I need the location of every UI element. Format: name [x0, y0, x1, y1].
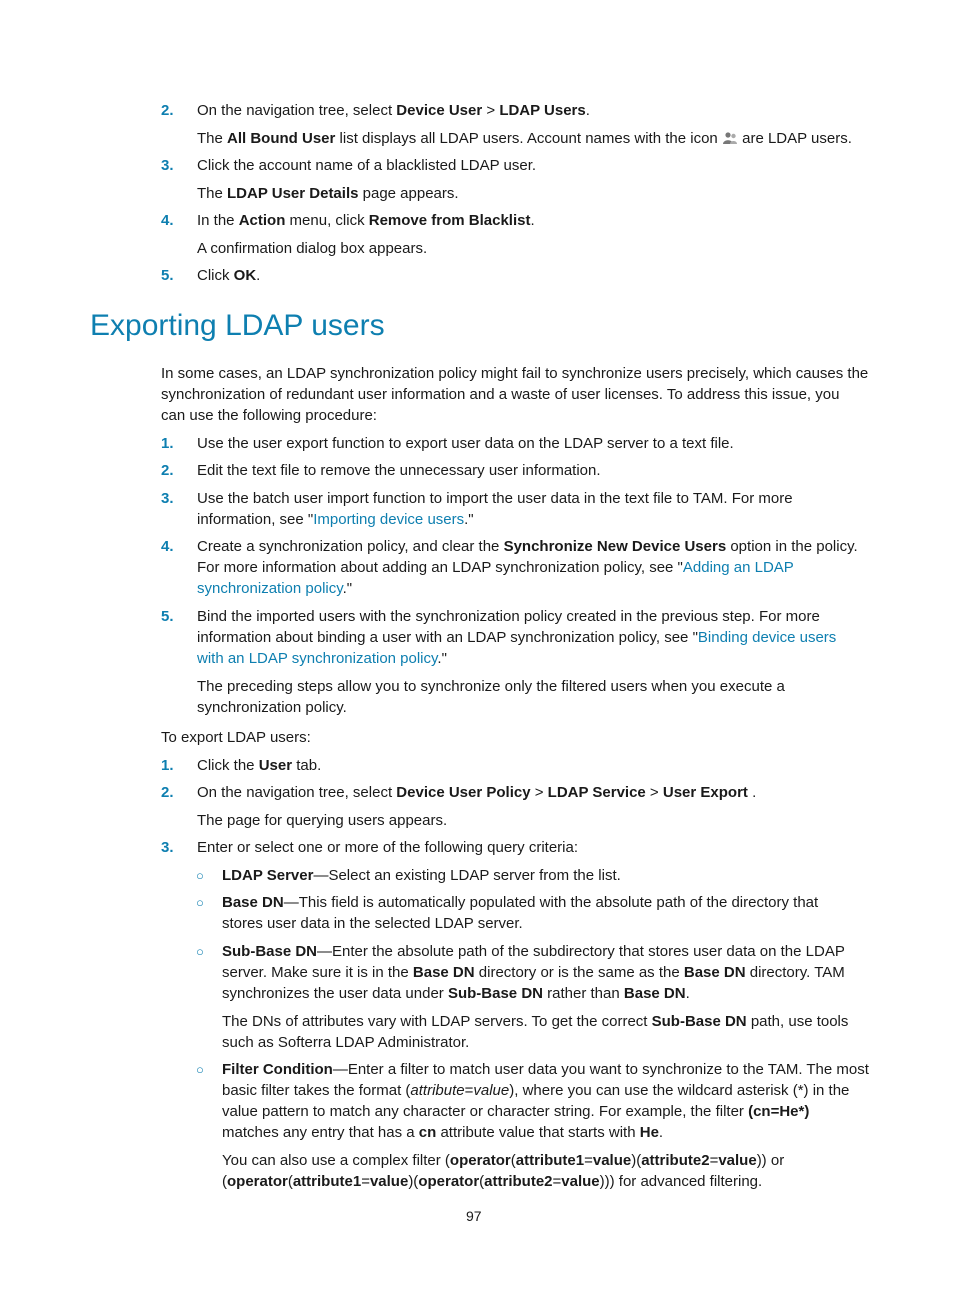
page-number: 97: [466, 1208, 482, 1224]
step-text: In the Action menu, click Remove from Blacklist.: [197, 212, 535, 229]
step-number: 4.: [161, 212, 174, 229]
step-text: information about binding a user with an LDAP synchronization policy, see "Binding device users: [197, 629, 837, 646]
step-number: 2.: [161, 462, 174, 479]
step-text: Create a synchronization policy, and clear the Synchronize New Device Users option in the policy.: [197, 538, 858, 555]
criteria-base-dn: stores user data in the selected LDAP server.: [222, 915, 523, 932]
step-text: Use the batch user import function to import the user data in the text file to TAM. For more: [197, 490, 793, 507]
step-note: A confirmation dialog box appears.: [197, 240, 428, 257]
criteria-sub-base-dn: server. Make sure it is in the Base DN directory or is the same as the Base DN directory. TAM: [222, 964, 845, 981]
criteria-note: such as Softerra LDAP Administrator.: [222, 1034, 470, 1051]
criteria-ldap-server: LDAP Server—Select an existing LDAP server from the list.: [222, 867, 621, 884]
bullet-icon: ○: [196, 1062, 204, 1077]
step-note: The All Bound User list displays all LDAP users. Account names with the icon are LDAP users.: [197, 130, 852, 147]
step-number: 3.: [161, 839, 174, 856]
step-text: with an LDAP synchronization policy.": [197, 650, 447, 667]
section-heading: Exporting LDAP users: [90, 309, 385, 342]
step-number: 1.: [161, 757, 174, 774]
step-text: Edit the text file to remove the unnecessary user information.: [197, 462, 601, 479]
step-text: On the navigation tree, select Device User > LDAP Users.: [197, 102, 590, 119]
step-number: 4.: [161, 538, 174, 555]
criteria-note: You can also use a complex filter (operator(attribute1=value)(attribute2=value)) or: [222, 1152, 785, 1169]
step-text: synchronization policy.": [197, 580, 353, 597]
step-number: 2.: [161, 784, 174, 801]
step-text: Click the account name of a blacklisted LDAP user.: [197, 157, 537, 174]
bullet-icon: ○: [196, 944, 204, 959]
export-intro: To export LDAP users:: [161, 729, 311, 746]
criteria-note: (operator(attribute1=value)(operator(attribute2=value))) for advanced filtering.: [222, 1173, 763, 1190]
criteria-filter: matches any entry that has a cn attribute value that starts with He.: [222, 1124, 664, 1141]
step-note: synchronization policy.: [197, 699, 347, 716]
criteria-base-dn: Base DN—This field is automatically populated with the absolute path of the directory that: [222, 894, 819, 911]
criteria-note: The DNs of attributes vary with LDAP servers. To get the correct Sub-Base DN path, use tools: [222, 1013, 849, 1030]
criteria-filter: basic filter takes the format (attribute=value), where you can use the wildcard asterisk (*) in the: [222, 1082, 850, 1099]
intro-line: In some cases, an LDAP synchronization policy might fail to synchronize users precisely, which causes the: [161, 365, 869, 382]
step-text: Bind the imported users with the synchronization policy created in the previous step. For more: [197, 608, 820, 625]
link-importing-device-users[interactable]: Importing device users: [313, 511, 465, 528]
step-text: Click the User tab.: [197, 757, 322, 774]
step-note: The page for querying users appears.: [197, 812, 448, 829]
criteria-sub-base-dn: Sub-Base DN—Enter the absolute path of the subdirectory that stores user data on the LDAP: [222, 943, 845, 960]
step-text: Enter or select one or more of the following query criteria:: [197, 839, 579, 856]
bullet-icon: ○: [196, 868, 204, 883]
step-text: On the navigation tree, select Device User Policy > LDAP Service > User Export .: [197, 784, 757, 801]
criteria-sub-base-dn: synchronizes the user data under Sub-Base DN rather than Base DN.: [222, 985, 690, 1002]
step-text: For more information about adding an LDAP synchronization policy, see "Adding an LDAP: [197, 559, 794, 576]
step-number: 2.: [161, 102, 174, 119]
step-note: The preceding steps allow you to synchronize only the filtered users when you execute a: [197, 678, 785, 695]
step-text: Use the user export function to export user data on the LDAP server to a text file.: [197, 435, 734, 452]
ldap-user-icon: [722, 130, 738, 144]
criteria-filter: Filter Condition—Enter a filter to match user data you want to synchronize to the TAM. The most: [222, 1061, 869, 1078]
link-adding-ldap-sync-policy[interactable]: Adding an LDAP: [682, 559, 794, 576]
step-number: 5.: [161, 267, 174, 284]
link-binding-device-users[interactable]: Binding device users: [697, 629, 837, 646]
step-text: Click OK.: [197, 267, 261, 284]
step-number: 3.: [161, 157, 174, 174]
link-adding-ldap-sync-policy[interactable]: synchronization policy: [197, 580, 343, 597]
step-number: 3.: [161, 490, 174, 507]
step-text: information, see "Importing device users.": [197, 511, 474, 528]
intro-line: synchronization of redundant user information and a waste of user licenses. To address this issue, you: [161, 386, 840, 403]
step-number: 1.: [161, 435, 174, 452]
criteria-filter: value pattern to match any character or character string. For example, the filter (cn=He*): [222, 1103, 810, 1120]
step-number: 5.: [161, 608, 174, 625]
link-binding-device-users[interactable]: with an LDAP synchronization policy: [197, 650, 438, 667]
bullet-icon: ○: [196, 895, 204, 910]
step-note: The LDAP User Details page appears.: [197, 185, 459, 202]
intro-line: can use the following procedure:: [161, 407, 377, 424]
